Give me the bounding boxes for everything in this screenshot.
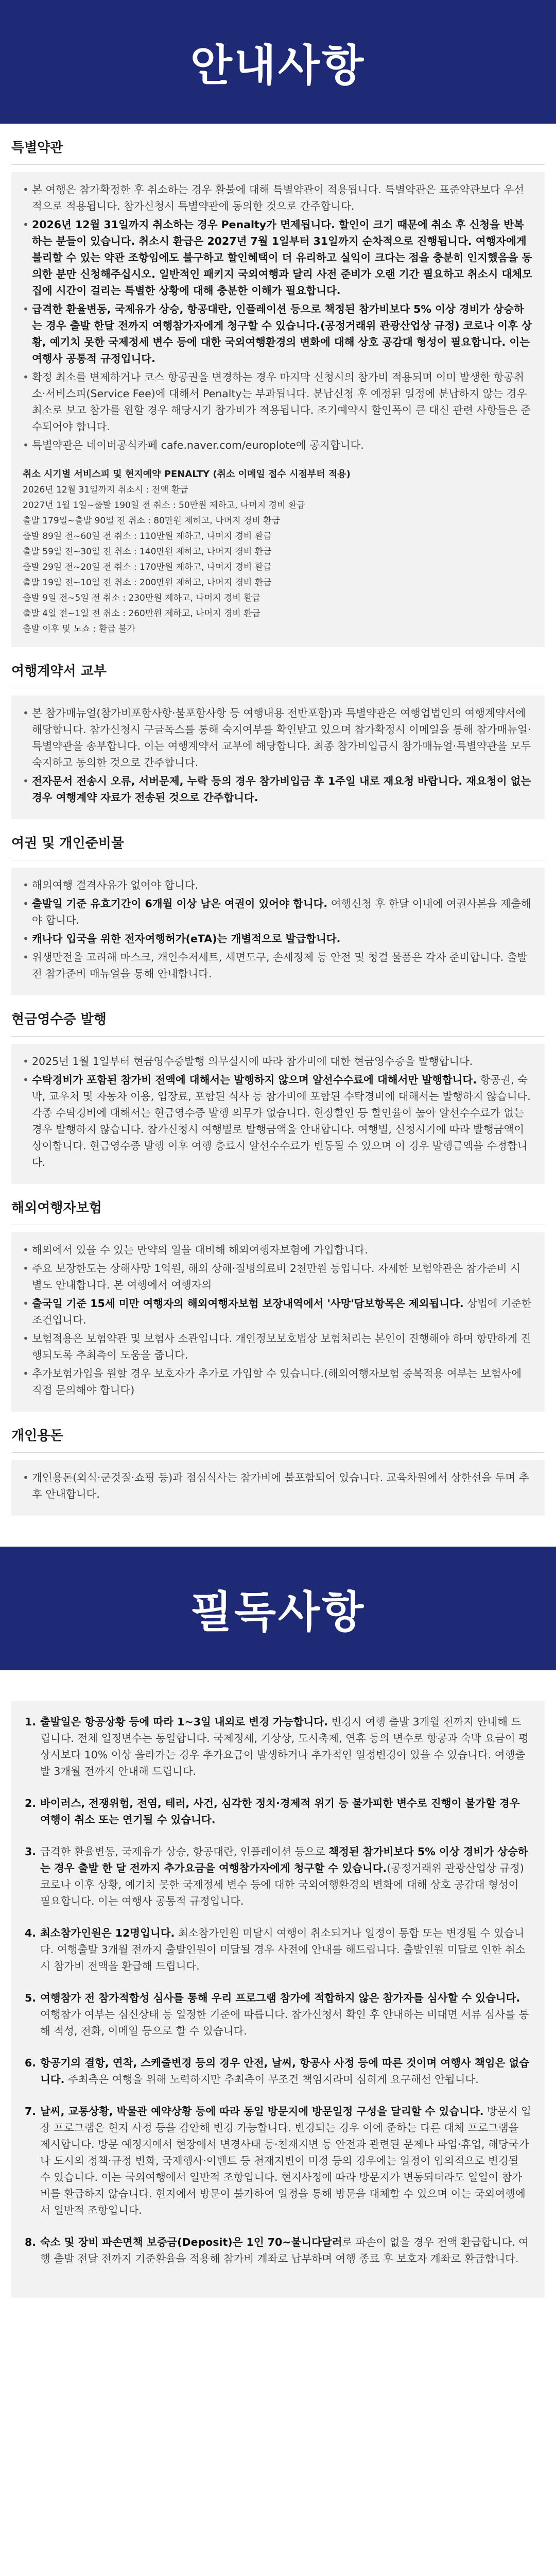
required-item <box>25 2103 531 2218</box>
bullet-item <box>23 1330 533 1363</box>
receipt-box <box>11 1044 545 1184</box>
required-bold-text: 바이러스, 전쟁위험, 전염, 테러, 사건, 심각한 정치·경제적 위기 등 불가피한 변수로 진행이 불가할 경우 여행이 취소 또는 연기될 수 있습니다. <box>40 1797 520 1826</box>
bullet-item <box>23 1053 533 1070</box>
insurance-box <box>11 1232 545 1412</box>
required-item-number: 7. <box>25 2105 37 2117</box>
insurance-title: 해외여행자보험 <box>11 1184 545 1225</box>
bullet-item <box>23 705 533 771</box>
bullet-item <box>23 369 533 435</box>
guide-banner <box>0 0 556 124</box>
bullet-text: 위생만전을 고려해 마스크, 개인수저세트, 세면도구, 손세정제 등 안전 및 청결 물품은 각자 준비합니다. 출발 전 참가준비 매뉴얼을 통해 안내합니다. <box>32 951 528 980</box>
required-item-number: 6. <box>25 2057 37 2069</box>
penalty-row: 출발 19일 전~10일 전 취소 : 200만원 제하고, 나머지 경비 환급 <box>23 578 272 588</box>
bullet-bold-text: 출발일 기준 유효기간이 6개월 이상 남은 여권이 있어야 합니다. <box>32 897 328 910</box>
required-text: 변경시 여행 출발 3개월 전까지 안내해 드립니다. 전체 일정변수는 동일합니다. 국제정세, 기상상, 도시축제, 연휴 등의 변수로 항공과 숙박 요금이 평상시보다 10% 이상 올라가는 경우 추가요금이 발생하거나 추가적인 일정변경이 있을 수 있습니다. 여행출발 3개월 전까지 안내해 드립니다. <box>40 1716 529 1777</box>
required-item-text <box>40 2234 531 2267</box>
bullet-item <box>23 773 533 806</box>
bullet-text: 상법에 기준한 조건입니다. <box>32 1297 532 1326</box>
required-box <box>11 1701 545 2298</box>
receipt-title: 현금영수증 발행 <box>11 995 545 1037</box>
required-item-text <box>40 1925 531 1974</box>
bullet-item <box>23 1469 533 1502</box>
required-item <box>25 1795 531 1828</box>
required-item <box>25 1990 531 2039</box>
bullet-item <box>23 895 533 928</box>
bullet-item <box>23 930 533 947</box>
contract-title: 여행계약서 교부 <box>11 647 545 688</box>
bullet-bold-text: 전자문서 전송시 오류, 서버문제, 누락 등의 경우 참가비입금 후 1주일 내로 재요청 바랍니다. 재요청이 없는 경우 여행계약 자료가 전송된 것으로 간주합니다. <box>32 775 531 804</box>
required-item <box>25 2234 531 2267</box>
bullet-text: 해외에서 있을 수 있는 만약의 일을 대비해 해외여행자보험에 가입합니다. <box>32 1244 368 1256</box>
bullet-item <box>23 301 533 367</box>
required-text: 주최측은 여행을 위해 노력하지만 추최측이 무조건 책임지라며 심히게 요구해선 안됩니다. <box>64 2073 479 2086</box>
contract-box <box>11 696 545 819</box>
required-item-text <box>40 2055 531 2088</box>
required-text: 방문지 입장 프로그램은 현지 사정 등을 감안해 변경 가능합니다. 변경되는 경우 이에 준하는 다른 대체 프로그램을 제시합니다. 방문 예정지에서 현장에서 변경사태 등·천재지변 등 안전과 관련된 문제나 파업·휴업, 해당국가나 도시의 정책·규정 변화, 국제행사·이벤트 등 천재지변이 미정 등의 경우에는 일정이 임의적으로 변경될 수 있습니다. 이는 국외여행에서 일반적 조항입니다. 현지사정에 따라 방문지가 변동되더라도 일일이 참가비를 환급하지 않습니다. 현지에서 방문이 불가하여 일정을 통해 방문을 대체할 수 있으며 이는 국외여행에서 일반적 조항입니다. <box>40 2105 531 2216</box>
penalty-row: 출발 이후 및 노쇼 : 환급 불가 <box>23 624 135 634</box>
bullet-item <box>23 181 533 214</box>
bullet-bold-text: 캐나다 입국을 위한 전자여행허가(eTA)는 개별적으로 발급합니다. <box>32 933 341 945</box>
bullet-bold-text: 출국일 기준 15세 미만 여행자의 해외여행자보험 보장내역에서 '사망'담보항목은 제외됩니다. <box>32 1297 464 1310</box>
required-item-number: 1. <box>25 1716 37 1728</box>
required-item-number: 2. <box>25 1797 37 1809</box>
required-bold-text: 숙소 및 장비 파손면책 보증금(Deposit)은 1인 70~불니다달러 <box>40 2236 342 2248</box>
required-item-number: 3. <box>25 1845 37 1858</box>
bullet-text: 항공권, 숙박, 교우처 및 자동차 이용, 입장료, 포함된 식사 등 참가비에 포함된 수탁경비에 대해서는 발행하지 않습니다. 각종 수탁경비에 대해서는 현금영수증 발행 의무가 없습니다. 현장할인 등 할인율이 높아 알선수수료가 없는 경우 발행하지 않습니다. 참가신청시 여행별로 발행금액을 안내합니다. 여행별, 신청시기에 따라 발행금액이 상이합니다. 현금영수증 발행 이후 여행 층료시 알선수수료가 변동될 수 있으며 이 경우 발행금액을 수정합니다. <box>32 1074 531 1168</box>
required-bold-text: 날씨, 교통상황, 박물관 예약상황 등에 따라 동일 방문지에 방문일정 구성을 달리할 수 있습니다. <box>40 2105 484 2117</box>
penalty-row: 2026년 12월 31일까지 취소시 : 전액 환급 <box>23 485 188 495</box>
penalty-row: 2027년 1월 1일~출발 190일 전 취소 : 50만원 제하고, 나머지 경비 환급 <box>23 500 305 511</box>
bullet-text: 확정 최소를 변제하거나 코스 항공권을 변경하는 경우 마지막 신청시의 참가비 적용되며 이미 발생한 항공취소·서비스피(Service Fee)에 대해서 Penalty는 부과됩니다. 분납신청 후 예정된 일정에 분납하지 않는 경우 최소로 보고 참가를 원할 경우 해당시기 참가비가 적용됩니다. 조기예약시 할인폭이 큰 대신 관련 사항들은 준수되어야 합니다. <box>32 371 531 433</box>
bullet-text: 여행신청 후 한달 이내에 여권사본을 제출해야 합니다. <box>32 897 531 926</box>
required-banner <box>0 1547 556 1670</box>
required-title: 필독사항 <box>190 1586 366 1637</box>
bullet-text: 2025년 1월 1일부터 현금영수증발행 의무실시에 따라 참가비에 대한 현금영수증을 발행합니다. <box>32 1055 473 1067</box>
required-bold-text: 최소참가인원은 12명입니다. <box>40 1927 175 1939</box>
bullet-bold-text: 수탁경비가 포함된 참가비 전액에 대해서는 발행하지 않으며 알선수수료에 대해서만 발행합니다. <box>32 1074 477 1086</box>
pocket-money-title: 개인용돈 <box>11 1412 545 1453</box>
bullet-bold-text: 급격한 환율변동, 국제유가 상승, 항공대란, 인플레이션 등으로 책정된 참가비보다 5% 이상 경비가 상승하는 경우 출발 한달 전까지 여행참가자에게 청구할 수 있습니다.(공정거래위 관광산업상 규정) 코로나 이후 상황, 예기치 못한 국제정세 변수 등에 대한 국외여행환경의 변화에 대해 상호 공감대 형성이 필요합니다. 이는 여행사 공통적 규정입니다. <box>32 303 532 365</box>
required-item-text <box>40 1795 531 1828</box>
required-item-text <box>40 1843 531 1909</box>
bullet-item <box>23 437 533 453</box>
bullet-item <box>23 877 533 893</box>
bullet-text: 추가보험가입을 원할 경우 보호자가 추가로 가입할 수 있습니다.(해외여행자보험 중복적용 여부는 보험사에 직접 문의해야 합니다) <box>32 1367 522 1396</box>
bullet-text: 본 참가매뉴얼(참가비포함사항·불포함사항 등 여행내용 전반포함)과 특별약관은 여행업법인의 여행계약서에 해당합니다. 참가신청시 구글독스를 통해 숙지여부를 확인받고 있으며 참가확정시 이메일을 통해 참가매뉴얼·특별약관을 송부합니다. 이는 여행계약서 교부에 해당합니다. 최종 참가비입금시 참가매뉴얼·특별약관을 모두 숙지하고 동의한 것으로 간주합니다. <box>32 707 531 769</box>
special-terms-title: 특별약관 <box>11 124 545 165</box>
bullet-text: 해외여행 결격사유가 없어야 합니다. <box>32 879 199 891</box>
bullet-item <box>23 1260 533 1293</box>
guide-title: 안내사항 <box>190 40 366 91</box>
required-item-text <box>40 1714 531 1780</box>
required-item-number: 5. <box>25 1992 37 2004</box>
required-text: 최소참가인원 미달시 여행이 취소되거나 일정이 통합 또는 변경될 수 있습니다. 여행출발 3개월 전까지 출발인원이 미달될 경우 사전에 안내를 해드립니다. 출발인원 미달로 인한 취소시 참가비 전액을 환급해 드립니다. <box>40 1927 526 1972</box>
required-bold-text: 항공기의 결항, 연착, 스케줄변경 등의 경우 안전, 날씨, 항공사 사정 등에 따른 것이며 여행사 책임은 없습니다. <box>40 2057 530 2086</box>
bullet-item <box>23 949 533 982</box>
bullet-text: 특별약관은 네이버공식카페 cafe.naver.com/europlote에 공지합니다. <box>32 439 364 451</box>
required-item-number: 8. <box>25 2236 37 2248</box>
penalty-row: 출발 179일~출발 90일 전 취소 : 80만원 제하고, 나머지 경비 환급 <box>23 516 280 526</box>
required-item-number: 4. <box>25 1927 37 1939</box>
bullet-item <box>23 1242 533 1258</box>
special-terms-box <box>11 172 545 467</box>
bullet-text: 본 여행은 참가확정한 후 취소하는 경우 환불에 대해 특별약관이 적용됩니다. 특별약관은 표준약관보다 우선적으로 적용됩니다. 참가신청시 특별약관에 동의한 것으로 간주합니다. <box>32 183 525 212</box>
required-item-text <box>40 1990 531 2039</box>
bullet-text: 주요 보장한도는 상해사망 1억원, 해외 상해·질병의료비 2천만원 등입니다. 자세한 보험약관은 참가준비 시 별도 안내합니다. 본 여행에서 여행자의 <box>32 1262 521 1291</box>
passport-title: 여권 및 개인준비물 <box>11 819 545 860</box>
penalty-row: 출발 89일 전~60일 전 취소 : 110만원 제하고, 나머지 경비 환급 <box>23 531 272 541</box>
bullet-text: 개인용돈(외식·군것질·쇼핑 등)과 점심식사는 참가비에 불포함되어 있습니다. 교육차원에서 상한선을 두며 추후 안내합니다. <box>32 1471 529 1500</box>
required-text: 로 파손이 없을 경우 전액 환급합니다. 여행 출발 전달 전까지 기준환율을 적용해 참가비 계좌로 납부하며 여행 종료 후 보호자 계좌로 환급합니다. <box>40 2236 529 2265</box>
required-item <box>25 2055 531 2088</box>
penalty-table <box>11 465 545 647</box>
bullet-item <box>23 216 533 299</box>
penalty-row: 출발 59일 전~30일 전 취소 : 140만원 제하고, 나머지 경비 환급 <box>23 547 272 557</box>
bullet-item <box>23 1365 533 1398</box>
required-item-text <box>40 2103 531 2218</box>
penalty-row: 출발 29일 전~20일 전 취소 : 170만원 제하고, 나머지 경비 환급 <box>23 562 272 572</box>
required-bold-text: 여행참가 전 참가적합성 심사를 통해 우리 프로그램 참가에 적합하지 않은 참가자를 심사할 수 있습니다. <box>40 1992 520 2004</box>
passport-box <box>11 868 545 995</box>
pocket-money-box <box>11 1460 545 1516</box>
required-text: (공정거래위 관광산업상 규정) 코로나 이후 상황, 예기치 못한 국제정세 변수 등에 대한 국외여행환경의 변화에 대해 상호 공감대 형성이 필요합니다. 이는 여행사 공통적 규정입니다. <box>40 1862 524 1907</box>
required-item <box>25 1843 531 1909</box>
required-text: 급격한 환율변동, 국제유가 상승, 항공대란, 인플레이션 등으로 <box>40 1845 329 1858</box>
bullet-bold-text: 2026년 12월 31일까지 취소하는 경우 Penalty가 면제됩니다. 할인이 크기 때문에 취소 후 신청을 반복하는 분들이 있습니다. 취소시 환급은 2027년 7월 1일부터 31일까지 순차적으로 진행됩니다. 여행자에게 불리할 수 있는 약관 조항임에도 불구하고 할인혜택이 더 유리하고 실익이 크다는 점을 충분히 인지했음을 동의한 분만 신청해주십시오. 일반적인 패키지 국외여행과 달리 사전 준비가 오랜 기간 필요하고 취소시 대체모집에 시간이 걸리는 특별한 상황에 대해 충분한 이해가 필요합니다. <box>32 218 532 297</box>
required-bold-text: 책정된 참가비보다 5% 이상 경비가 상승하는 경우 출발 한 달 전까지 추가요금을 여행참가자에게 청구할 수 있습니다. <box>40 1845 528 1874</box>
bullet-item <box>23 1072 533 1171</box>
required-bold-text: 출발일은 항공상황 등에 따라 1~3일 내외로 변경 가능합니다. <box>40 1716 328 1728</box>
required-item <box>25 1925 531 1974</box>
penalty-title: 취소 시기별 서비스피 및 현지예약 PENALTY (취소 이메일 접수 시점부터 적용) <box>23 469 351 480</box>
penalty-row: 출발 4일 전~1일 전 취소 : 260만원 제하고, 나머지 경비 환급 <box>23 608 260 619</box>
required-item <box>25 1714 531 1780</box>
bullet-text: 보험적용은 보험약관 및 보험사 소관입니다. 개인정보보호법상 보험처리는 본인이 진행해야 하며 항만하게 진행되도록 추최측이 도움을 줍니다. <box>32 1332 531 1361</box>
penalty-row: 출발 9일 전~5일 전 취소 : 230만원 제하고, 나머지 경비 환급 <box>23 593 260 603</box>
bullet-item <box>23 1295 533 1328</box>
required-text: 여행참가 여부는 심신상태 등 일정한 기준에 따릅니다. 참가신청서 확인 후 안내하는 비대면 서류 심사를 통해 적성, 전화, 이메일 등으로 할 수 있습니다. <box>40 2008 529 2037</box>
